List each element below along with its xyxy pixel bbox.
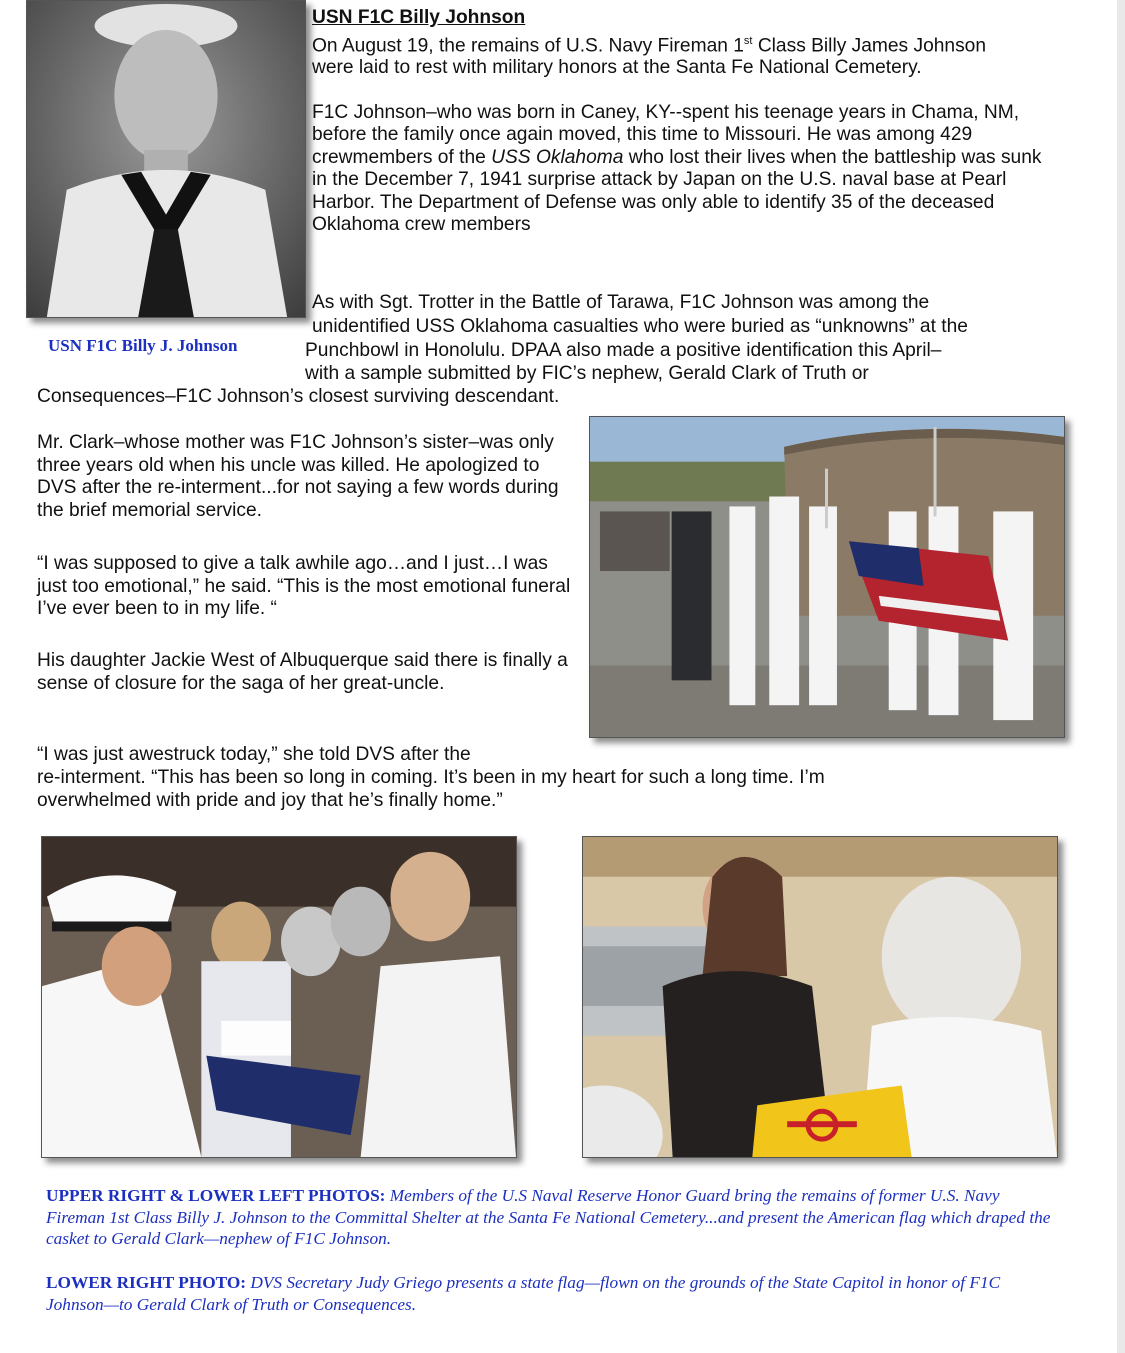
page-gutter bbox=[1117, 0, 1125, 1353]
caption-1-label: UPPER RIGHT & LOWER LEFT PHOTOS: bbox=[46, 1186, 386, 1205]
paragraph-2: F1C Johnson–who was born in Caney, KY--spent his teenage years in Chama, NM, before the family once again moved, this time to Missouri. He was among 429 crewmembers of the USS Oklahoma who lost their lives when the battleship was sunk in the December 7, 1941 surprise attack by Japan on the U.S. naval base at Pearl Harbor. The Department of Defense was only able to identify 35 of the deceased Oklahoma crew members bbox=[312, 101, 1042, 236]
photo-caption-2 bbox=[46, 1272, 1056, 1315]
paragraph-6: His daughter Jackie West of Albuquerque said there is finally a sense of closure for the saga of her great-uncle. bbox=[37, 650, 568, 694]
honor-guard-procession-photo bbox=[589, 416, 1065, 738]
article-top-text bbox=[312, 7, 1057, 237]
state-flag-presentation-photo bbox=[582, 836, 1058, 1158]
portrait-photo bbox=[26, 0, 306, 318]
paragraph-1: On August 19, the remains of U.S. Navy Fireman 1st Class Billy James Johnson were laid to rest with military honors at the Santa Fe National Cemetery. bbox=[312, 34, 987, 79]
caption-1-text: Members of the U.S Naval Reserve Honor Guard bring the remains of former U.S. Navy Fireman 1st Class Billy J. Johnson to the Committal Shelter at the Santa Fe National Cemetery...and present the American flag which draped the casket to Gerald Clark—nephew of F1C Johnson. bbox=[46, 1186, 1051, 1248]
paragraph-5: “I was supposed to give a talk awhile ago…and I just…I was just too emotional,” he said. “This is the most emotional funeral I’ve ever been to in my life. “ bbox=[37, 553, 571, 619]
caption-2-label: LOWER RIGHT PHOTO: bbox=[46, 1273, 247, 1292]
portrait-caption: USN F1C Billy J. Johnson bbox=[48, 336, 238, 355]
article-title: USN F1C Billy Johnson bbox=[312, 7, 526, 28]
paragraph-4: Mr. Clark–whose mother was F1C Johnson’s sister–was only three years old when his uncle was killed. He apologized to DVS after the re-interment...for not saying a few words during the brief memorial service. bbox=[37, 432, 559, 521]
caption-2-text: DVS Secretary Judy Griego presents a state flag—flown on the grounds of the State Capitol in honor of F1C Johnson—to Gerald Clark of Truth or Consequences. bbox=[46, 1273, 1001, 1314]
flag-presentation-photo bbox=[41, 836, 517, 1158]
photo-caption-1 bbox=[46, 1185, 1056, 1250]
